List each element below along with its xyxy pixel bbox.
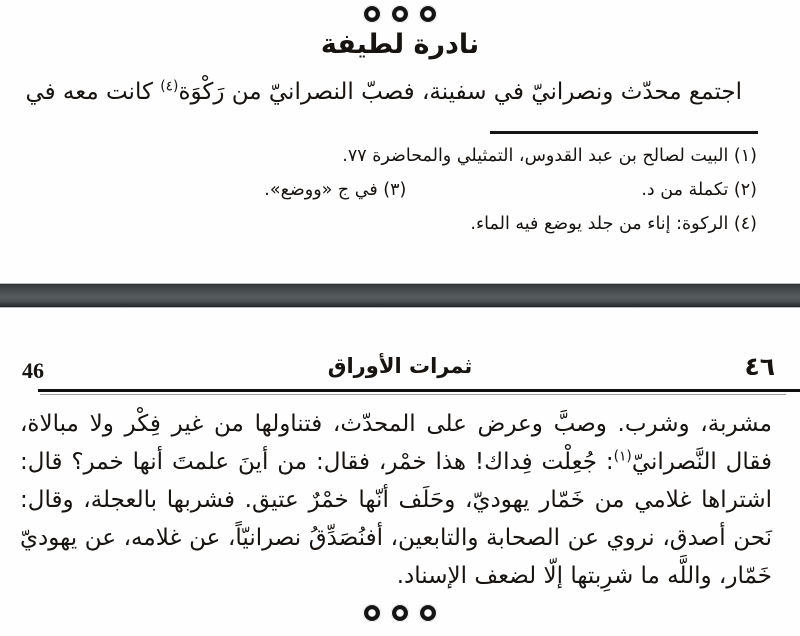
body-text-block: [20, 405, 772, 595]
rosette-icon: [363, 5, 381, 23]
body-line-5: [20, 557, 772, 595]
body-text: خَمّار، واللَّه ما شرِبتها إلّا لضعف الإسناد.: [396, 563, 772, 589]
ornament-row-bottom: [0, 604, 800, 622]
page-header: [0, 352, 800, 388]
footnote-4: (٤) الركوة: إناء من جلد يوضع فيه الماء.: [470, 214, 757, 234]
paragraph-text: اجتمع محدّث ونصرانيّ في سفينة، فصبّ النصرانيّ من رَكْوَة: [178, 79, 742, 105]
paragraph-line: [25, 72, 742, 112]
page-separator-bar: [0, 283, 800, 308]
page-number-arabic: ٤٦: [744, 352, 775, 381]
section-heading: نادرة لطيفة: [320, 29, 480, 60]
page-1-surface: [0, 0, 800, 283]
page-number-latin: 46: [22, 358, 44, 383]
running-title: ثمرات الأوراق: [327, 354, 473, 378]
body-text: نَحن أصدق، نروي عن الصحابة والتابعين، أفنُصَدِّقُ نصرانيّاً، عن غلامه، عن يهوديّ: [20, 525, 772, 551]
footnote-2: (٢) تكملة من د.: [641, 180, 757, 200]
ornament-row-top: [0, 5, 800, 23]
rosette-icon: [419, 5, 437, 23]
footnote-marker: (١): [613, 448, 632, 465]
rosette-icon: [419, 604, 437, 622]
rosette-icon: [391, 5, 409, 23]
page-2-surface: [0, 308, 800, 636]
paragraph-text: كانت معه في: [25, 79, 161, 105]
footnotes-block: [40, 139, 757, 241]
body-line-4: [20, 519, 772, 557]
footnote-row: [40, 173, 757, 207]
body-text: : جُعِلْت فِداك! هذا خمْر، فقال: من أينَ علمتَ أنها خمر؟ قال:: [20, 449, 614, 475]
footnote-separator-rule: [490, 131, 758, 134]
body-line-2: [20, 443, 772, 481]
body-line-1: [20, 405, 772, 443]
rosette-icon: [391, 604, 409, 622]
body-text: مشربة، وشرب. وصبَّ وعرض على المحدّث، فتناولها من غير فِكْر ولا مبالاة،: [20, 411, 772, 437]
header-rule-shadow: [40, 394, 786, 395]
footnote-marker: (٤): [160, 78, 179, 95]
body-line-3: [20, 481, 772, 519]
header-rule: [38, 389, 800, 392]
rosette-icon: [363, 604, 381, 622]
footnote-3: (٣) في ج «ووضع».: [264, 180, 407, 200]
footnote-1: (١) البيت لصالح بن عبد القدوس، التمثيلي والمحاضرة ٧٧.: [342, 146, 757, 166]
body-text: فقال النَّصرانيّ: [631, 449, 772, 475]
body-text: اشتراها غلامي من خَمّار يهوديّ، وحَلَف أنّها خمْرٌ عتيق. فشربها بالعجلة، وقال:: [20, 487, 772, 513]
